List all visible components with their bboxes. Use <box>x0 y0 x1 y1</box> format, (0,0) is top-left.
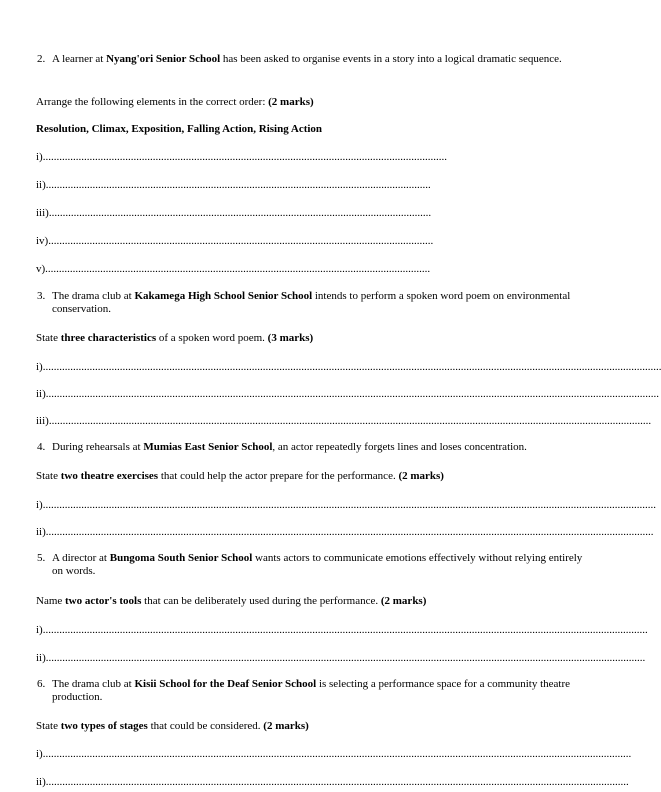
answer-dots: ............................................................................................................................................................................................................................... <box>45 388 660 400</box>
question-number: 3. <box>37 290 46 302</box>
answer-dots: ........................................................................................................................................... <box>48 207 432 219</box>
instruction-text: that could be considered. <box>147 720 264 732</box>
question-4 <box>37 441 592 454</box>
answer-dots: ............................................................................................................................................................................................................................ <box>42 624 648 636</box>
answer-label: i) <box>36 748 43 760</box>
instruction <box>36 470 444 483</box>
question-text-part: The drama club at <box>52 678 135 690</box>
answer-line[interactable] <box>36 207 432 220</box>
answer-dots: ............................................................................................................................................................................................................................... <box>42 499 656 511</box>
answer-line[interactable] <box>36 652 646 665</box>
instruction-keyword: two theatre exercises <box>60 470 159 482</box>
marks: (2 marks) <box>380 595 427 607</box>
school-name: Kakamega High School Senior School <box>134 290 313 302</box>
question-text-part: is selecting a performance space for a community theatre production. <box>52 678 570 704</box>
instruction <box>36 595 426 608</box>
school-name: Mumias East Senior School <box>143 441 273 453</box>
question-6 <box>37 678 592 704</box>
answer-line[interactable] <box>36 361 661 374</box>
answer-dots: ............................................................................................................................................ <box>45 263 431 275</box>
answer-dots: ................................................................................................................................................................................................................................. <box>42 361 661 373</box>
answer-line[interactable] <box>36 151 447 164</box>
instruction-text: Name <box>36 595 66 607</box>
instruction <box>36 720 309 733</box>
answer-dots: .................................................................................................................................................................................................................... <box>45 776 629 788</box>
answer-label: i) <box>36 624 43 636</box>
answer-line[interactable] <box>36 179 431 192</box>
answer-dots: ................................................................................................................................................... <box>42 151 447 163</box>
question-5 <box>37 552 592 578</box>
instruction-text: that can be deliberately used during the performance. <box>141 595 381 607</box>
question-text <box>37 678 592 704</box>
answer-label: iv) <box>36 235 49 247</box>
elements-text: Resolution, Climax, Exposition, Falling Action, Rising Action <box>36 123 323 135</box>
instruction-keyword: two types of stages <box>60 720 148 732</box>
answer-label: ii) <box>36 388 46 400</box>
instruction-text: Arrange the following elements in the correct order: <box>36 96 269 108</box>
marks: (3 marks) <box>267 332 314 344</box>
question-text-part: , an actor repeatedly forgets lines and loses concentration. <box>272 441 527 453</box>
instruction <box>36 96 314 109</box>
answer-label: iii) <box>36 415 49 427</box>
answer-label: ii) <box>36 179 46 191</box>
question-text-part: A director at <box>52 552 110 564</box>
question-text-part: intends to perform a spoken word poem on environmental conservation. <box>52 290 571 316</box>
answer-line[interactable] <box>36 748 632 761</box>
answer-label: ii) <box>36 776 46 788</box>
answer-label: ii) <box>36 526 46 538</box>
question-text <box>37 290 592 316</box>
instruction-text: State <box>36 332 61 344</box>
question-number: 5. <box>37 552 46 564</box>
answer-dots: ........................................................................................................................................................................................................................... <box>48 415 652 427</box>
answer-label: ii) <box>36 652 46 664</box>
answer-line[interactable] <box>36 235 434 248</box>
marks: (2 marks) <box>268 96 314 108</box>
marks: (2 marks) <box>263 720 309 732</box>
answer-line[interactable] <box>36 263 431 276</box>
question-number: 6. <box>37 678 46 690</box>
answer-dots: ............................................................................................................................................................................................................................. <box>45 526 654 538</box>
answer-dots: ............................................................................................................................................ <box>48 235 434 247</box>
answer-dots: ............................................................................................................................................ <box>45 179 431 191</box>
question-text-part: wants actors to communicate emotions effectively without relying entirely on words. <box>52 552 583 578</box>
answer-line[interactable] <box>36 388 660 401</box>
answer-line[interactable] <box>36 526 654 539</box>
answer-line[interactable] <box>36 624 648 637</box>
answer-label: i) <box>36 151 43 163</box>
question-text-part: A learner at <box>52 53 107 65</box>
question-text <box>37 441 592 454</box>
question-text <box>37 53 592 66</box>
school-name: Nyang'ori Senior School <box>106 53 221 65</box>
elements-list <box>36 123 322 136</box>
instruction-text: of a spoken word poem. <box>156 332 268 344</box>
answer-label: v) <box>36 263 46 275</box>
answer-line[interactable] <box>36 415 652 428</box>
question-text-part: has been asked to organise events in a story into a logical dramatic sequence. <box>220 53 562 65</box>
answer-dots: ...................................................................................................................................................................................................................... <box>42 748 632 760</box>
answer-label: i) <box>36 499 43 511</box>
answer-label: iii) <box>36 207 49 219</box>
instruction-keyword: two actor's tools <box>65 595 142 607</box>
instruction-text: that could help the actor prepare for the performance. <box>158 470 399 482</box>
instruction-text: State <box>36 720 61 732</box>
question-text-part: During rehearsals at <box>52 441 144 453</box>
answer-label: i) <box>36 361 43 373</box>
answer-dots: .......................................................................................................................................................................................................................... <box>45 652 646 664</box>
question-3 <box>37 290 592 316</box>
instruction-text: State <box>36 470 61 482</box>
instruction-keyword: three characteristics <box>60 332 157 344</box>
answer-line[interactable] <box>36 499 656 512</box>
question-text-part: The drama club at <box>52 290 135 302</box>
question-text <box>37 552 592 578</box>
question-number: 2. <box>37 53 46 65</box>
school-name: Kisii School for the Deaf Senior School <box>134 678 317 690</box>
instruction <box>36 332 313 345</box>
school-name: Bungoma South Senior School <box>109 552 253 564</box>
answer-line[interactable] <box>36 776 629 789</box>
question-number: 4. <box>37 441 46 453</box>
question-2 <box>37 53 592 66</box>
marks: (2 marks) <box>398 470 444 482</box>
